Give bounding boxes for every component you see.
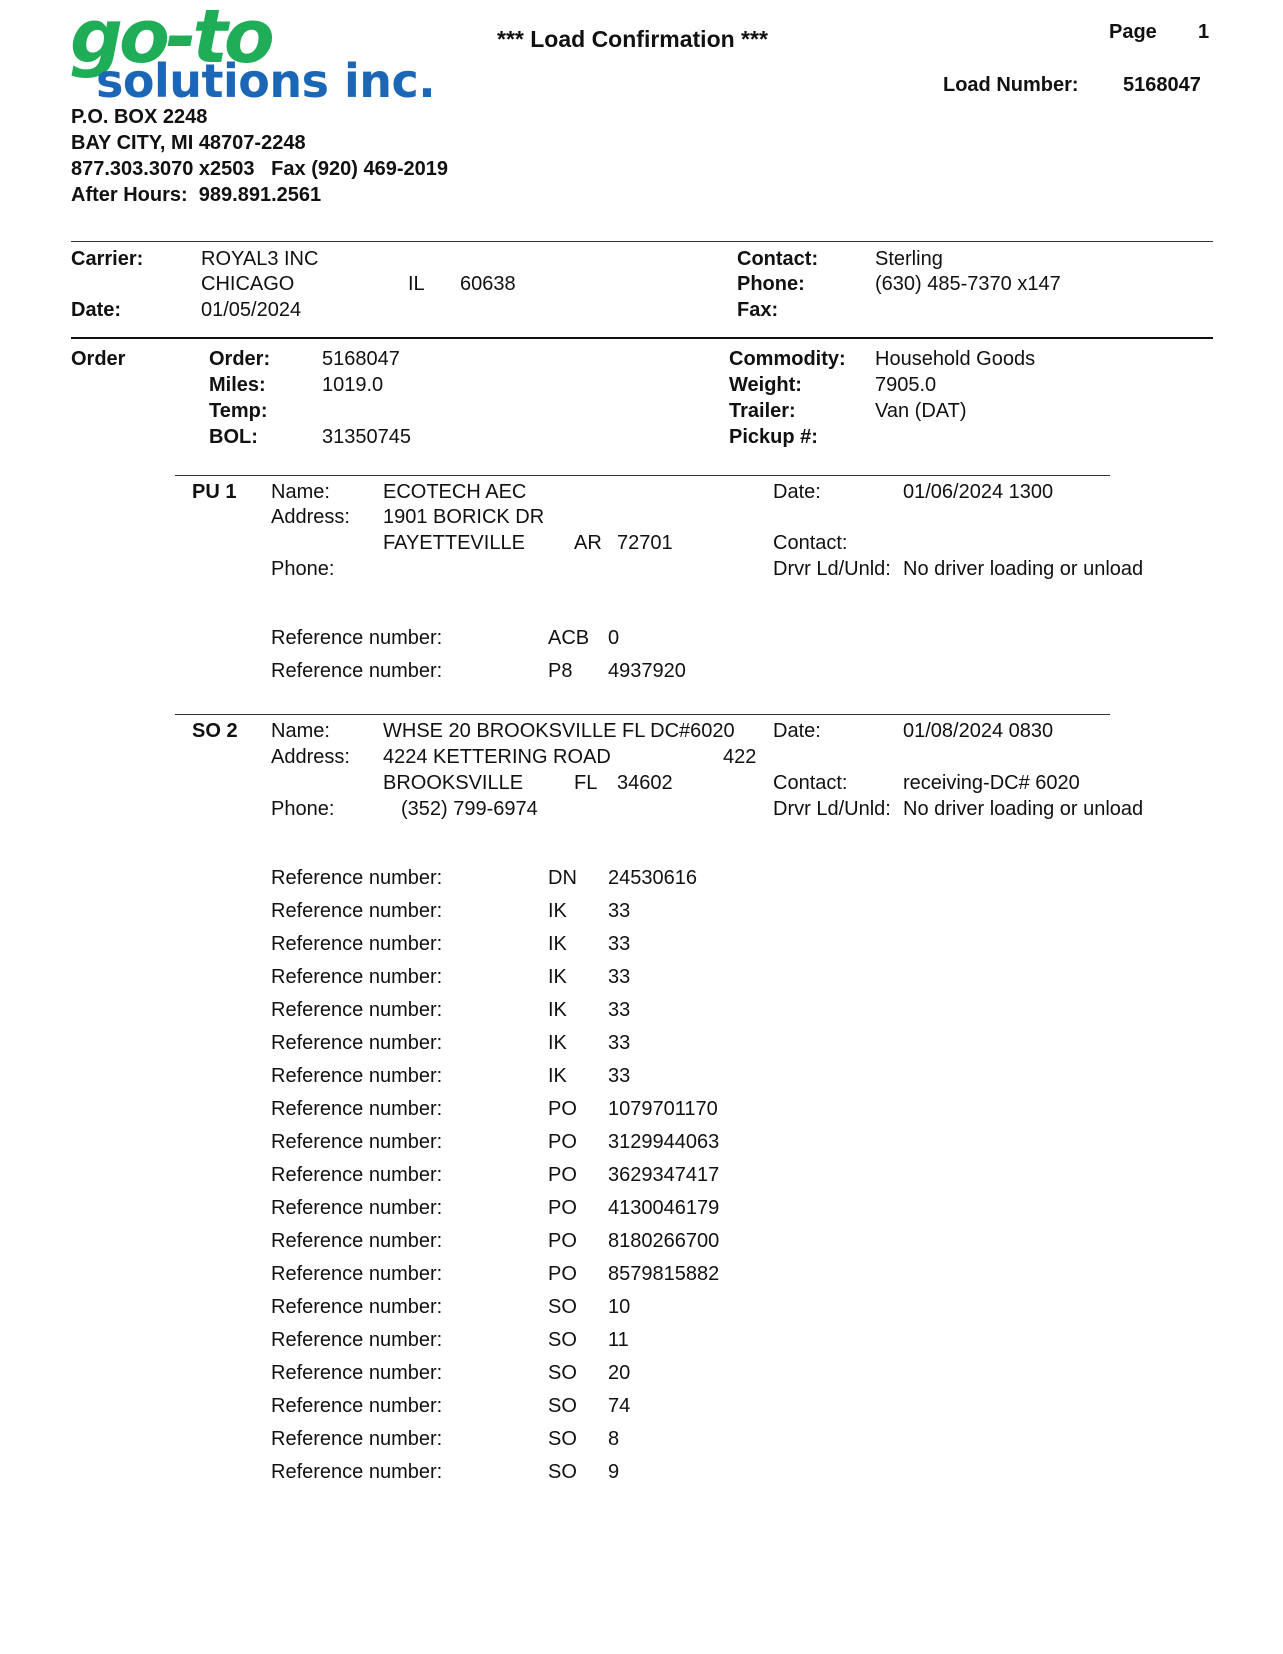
carrier-phone-label: Phone: — [737, 273, 805, 295]
reference-code: SO — [548, 1428, 577, 1450]
reference-label: Reference number: — [271, 627, 443, 649]
reference-label: Reference number: — [271, 1296, 443, 1318]
reference-label: Reference number: — [271, 1230, 443, 1252]
page-label: Page — [1109, 21, 1157, 43]
stop-city: BROOKSVILLE — [383, 772, 524, 794]
reference-label: Reference number: — [271, 1329, 443, 1351]
reference-value: 10 — [608, 1296, 631, 1318]
stop-phone-label: Phone: — [271, 798, 335, 820]
temp-label: Temp: — [209, 400, 268, 422]
reference-code: ACB — [548, 627, 590, 649]
reference-code: IK — [548, 900, 567, 922]
reference-value: 0 — [608, 627, 620, 649]
reference-value: 33 — [608, 900, 631, 922]
reference-code: PO — [548, 1164, 577, 1186]
stop-address: 1901 BORICK DR — [383, 506, 545, 528]
carrier-date-label: Date: — [71, 299, 122, 321]
stop-address-label: Address: — [271, 746, 350, 768]
reference-code: DN — [548, 867, 577, 889]
carrier-state: IL — [408, 273, 425, 295]
reference-label: Reference number: — [271, 1131, 443, 1153]
carrier-city: CHICAGO — [201, 273, 295, 295]
stop-date: 01/08/2024 0830 — [903, 720, 1054, 742]
reference-value: 9 — [608, 1461, 620, 1483]
reference-label: Reference number: — [271, 1197, 443, 1219]
stop-name: ECOTECH AEC — [383, 481, 527, 503]
stop-name: WHSE 20 BROOKSVILLE FL DC#6020 — [383, 720, 735, 742]
reference-label: Reference number: — [271, 900, 443, 922]
carrier-phone: (630) 485-7370 x147 — [875, 273, 1061, 295]
reference-code: IK — [548, 1032, 567, 1054]
company-after-hours: After Hours: 989.891.2561 — [71, 184, 322, 206]
weight-label: Weight: — [729, 374, 802, 396]
reference-label: Reference number: — [271, 660, 443, 682]
reference-value: 33 — [608, 1065, 631, 1087]
carrier-zip: 60638 — [460, 273, 516, 295]
stop-contact-label: Contact: — [773, 532, 848, 554]
stop-contact: receiving-DC# 6020 — [903, 772, 1080, 794]
reference-value: 3629347417 — [608, 1164, 720, 1186]
stop-address-extra: 422 — [723, 746, 757, 768]
stop-name-label: Name: — [271, 720, 330, 742]
reference-code: SO — [548, 1296, 577, 1318]
stop-phone: (352) 799-6974 — [401, 798, 538, 820]
stop-city: FAYETTEVILLE — [383, 532, 525, 554]
reference-value: 1079701170 — [608, 1098, 718, 1120]
reference-label: Reference number: — [271, 1032, 443, 1054]
reference-code: IK — [548, 933, 567, 955]
reference-value: 3129944063 — [608, 1131, 720, 1153]
reference-value: 24530616 — [608, 867, 697, 889]
order-section-label: Order — [71, 348, 126, 370]
reference-label: Reference number: — [271, 1065, 443, 1087]
reference-value: 33 — [608, 1032, 631, 1054]
stop-date: 01/06/2024 1300 — [903, 481, 1054, 503]
weight-value: 7905.0 — [875, 374, 937, 396]
stop-address: 4224 KETTERING ROAD — [383, 746, 611, 768]
page-title: *** Load Confirmation *** — [497, 26, 768, 52]
reference-value: 33 — [608, 966, 631, 988]
reference-label: Reference number: — [271, 1164, 443, 1186]
reference-label: Reference number: — [271, 867, 443, 889]
reference-label: Reference number: — [271, 999, 443, 1021]
stop-driver-load-label: Drvr Ld/Unld: — [773, 558, 891, 580]
divider — [175, 475, 1110, 476]
trailer-value: Van (DAT) — [875, 400, 967, 422]
carrier-date: 01/05/2024 — [201, 299, 302, 321]
load-number-value: 5168047 — [1123, 74, 1201, 96]
reference-label: Reference number: — [271, 1263, 443, 1285]
company-city-line: BAY CITY, MI 48707-2248 — [71, 132, 306, 154]
reference-value: 33 — [608, 999, 631, 1021]
stop-zip: 72701 — [617, 532, 673, 554]
stop-id: SO 2 — [192, 720, 238, 742]
stop-phone-label: Phone: — [271, 558, 335, 580]
miles-label: Miles: — [209, 374, 266, 396]
miles-value: 1019.0 — [322, 374, 384, 396]
reference-code: SO — [548, 1362, 577, 1384]
reference-code: PO — [548, 1263, 577, 1285]
divider — [71, 241, 1213, 242]
reference-value: 4130046179 — [608, 1197, 720, 1219]
reference-code: SO — [548, 1461, 577, 1483]
reference-label: Reference number: — [271, 1395, 443, 1417]
carrier-contact: Sterling — [875, 248, 943, 270]
page-number: 1 — [1198, 21, 1210, 43]
reference-label: Reference number: — [271, 1362, 443, 1384]
order-label: Order: — [209, 348, 271, 370]
reference-value: 20 — [608, 1362, 631, 1384]
reference-value: 33 — [608, 933, 631, 955]
stop-name-label: Name: — [271, 481, 330, 503]
carrier-name: ROYAL3 INC — [201, 248, 319, 270]
reference-code: SO — [548, 1395, 577, 1417]
reference-code: PO — [548, 1131, 577, 1153]
reference-code: SO — [548, 1329, 577, 1351]
reference-label: Reference number: — [271, 933, 443, 955]
reference-label: Reference number: — [271, 1098, 443, 1120]
stop-driver-load: No driver loading or unload — [903, 798, 1144, 820]
company-phone-line: 877.303.3070 x2503 Fax (920) 469-2019 — [71, 158, 448, 180]
reference-code: PO — [548, 1230, 577, 1252]
commodity-label: Commodity: — [729, 348, 846, 370]
trailer-label: Trailer: — [729, 400, 796, 422]
stop-id: PU 1 — [192, 481, 237, 503]
reference-value: 4937920 — [608, 660, 686, 682]
logo-text-solutions: solutions inc. — [96, 54, 436, 108]
carrier-label: Carrier: — [71, 248, 144, 270]
logo-text-goto: go-to — [70, 0, 271, 80]
reference-code: IK — [548, 1065, 567, 1087]
stop-driver-load-label: Drvr Ld/Unld: — [773, 798, 891, 820]
reference-label: Reference number: — [271, 1428, 443, 1450]
stop-zip: 34602 — [617, 772, 673, 794]
bol-value: 31350745 — [322, 426, 411, 448]
reference-code: PO — [548, 1197, 577, 1219]
reference-value: 8180266700 — [608, 1230, 720, 1252]
stop-address-label: Address: — [271, 506, 350, 528]
reference-code: P8 — [548, 660, 573, 682]
reference-value: 74 — [608, 1395, 631, 1417]
stop-state: AR — [574, 532, 602, 554]
reference-label: Reference number: — [271, 1461, 443, 1483]
reference-code: PO — [548, 1098, 577, 1120]
stop-state: FL — [574, 772, 598, 794]
reference-code: IK — [548, 966, 567, 988]
carrier-fax-label: Fax: — [737, 299, 779, 321]
load-number-label: Load Number: — [943, 74, 1079, 96]
commodity-value: Household Goods — [875, 348, 1036, 370]
stop-date-label: Date: — [773, 720, 821, 742]
stop-date-label: Date: — [773, 481, 821, 503]
reference-value: 11 — [608, 1329, 629, 1351]
order-number: 5168047 — [322, 348, 400, 370]
divider — [71, 337, 1213, 339]
reference-value: 8579815882 — [608, 1263, 720, 1285]
stop-driver-load: No driver loading or unload — [903, 558, 1144, 580]
carrier-contact-label: Contact: — [737, 248, 819, 270]
company-po-box: P.O. BOX 2248 — [71, 106, 208, 128]
divider — [175, 714, 1110, 715]
pickup-number-label: Pickup #: — [729, 426, 818, 448]
reference-label: Reference number: — [271, 966, 443, 988]
reference-value: 8 — [608, 1428, 620, 1450]
stop-contact-label: Contact: — [773, 772, 848, 794]
bol-label: BOL: — [209, 426, 258, 448]
reference-code: IK — [548, 999, 567, 1021]
